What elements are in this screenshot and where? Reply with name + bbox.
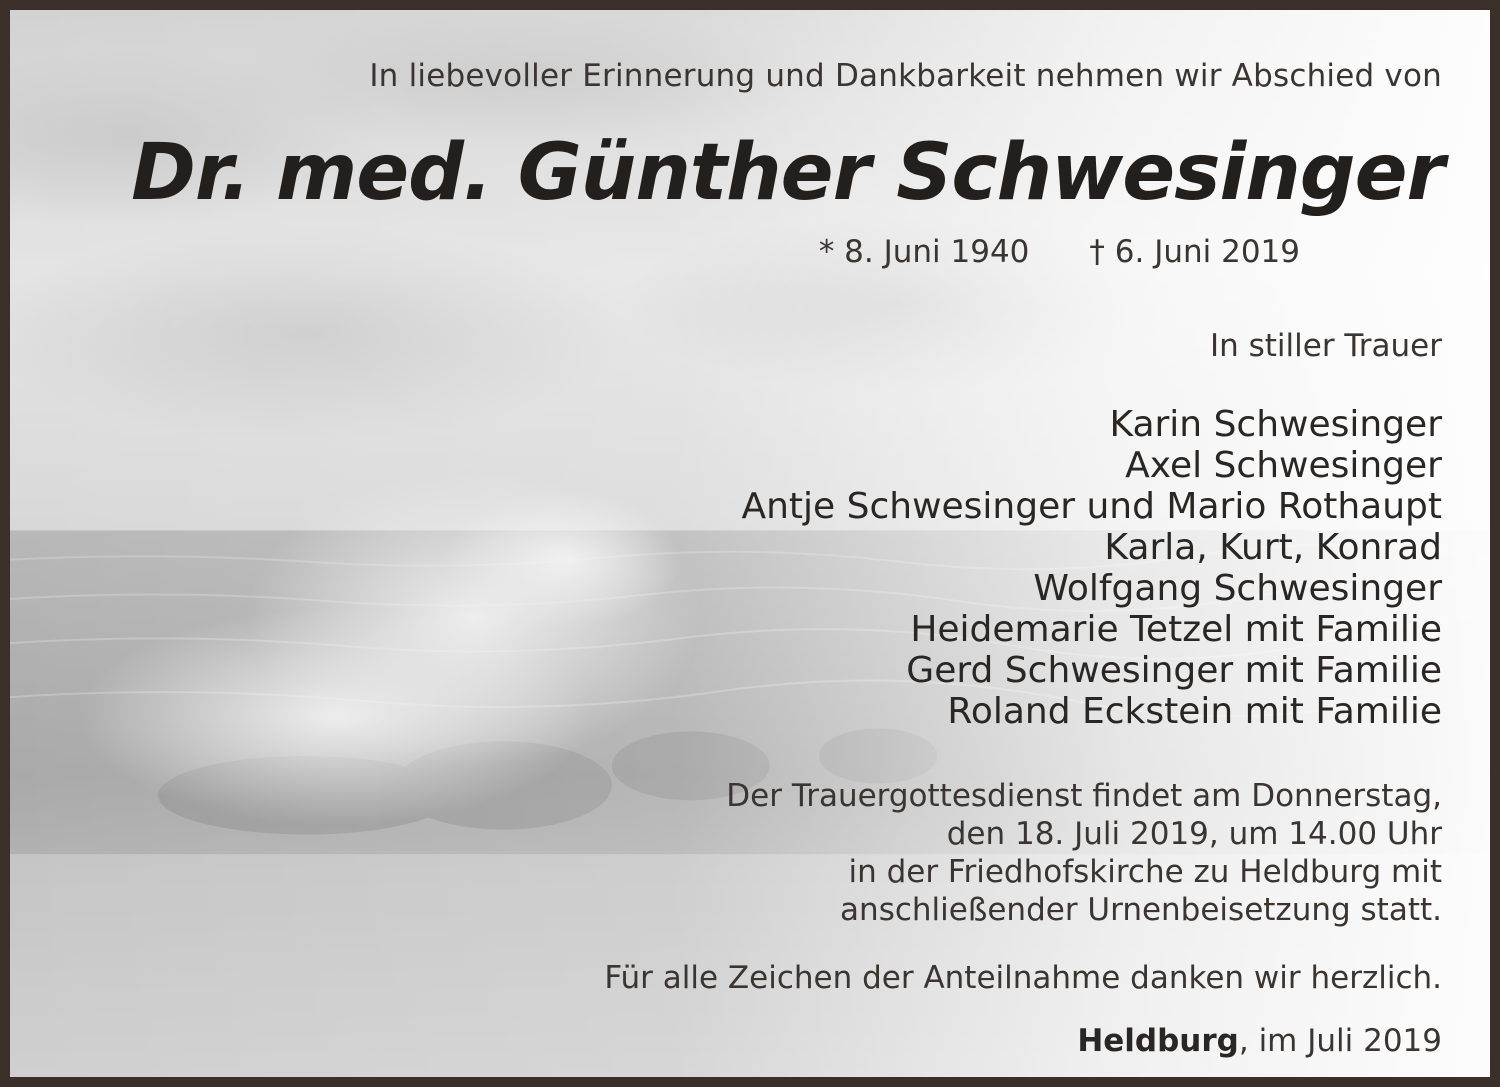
thanks-text: Für alle Zeichen der Anteilnahme danken wir herzlich. <box>604 960 1442 996</box>
place-date-text: , im Juli 2019 <box>1238 1023 1442 1059</box>
service-line: Der Trauergottesdienst findet am Donnerstag, <box>726 778 1442 814</box>
service-line: in der Friedhofskirche zu Heldburg mit <box>848 854 1442 890</box>
service-line: den 18. Juli 2019, um 14.00 Uhr <box>946 816 1442 852</box>
place-date <box>1077 1023 1442 1059</box>
mourner-item: Roland Eckstein mit Familie <box>947 691 1442 732</box>
intro-text: In liebevoller Erinnerung und Dankbarkeit nehmen wir Abschied von <box>369 58 1442 94</box>
deceased-name: Dr. med. Günther Schwesinger <box>131 128 1444 218</box>
mourners-list <box>741 404 1442 732</box>
death-date: † 6. Juni 2019 <box>1089 234 1300 270</box>
grief-line: In stiller Trauer <box>1209 328 1442 364</box>
birth-date: * 8. Juni 1940 <box>818 234 1030 270</box>
life-dates <box>819 234 1300 270</box>
mourner-item: Karla, Kurt, Konrad <box>1104 527 1442 568</box>
mourner-item: Heidemarie Tetzel mit Familie <box>910 609 1442 650</box>
place-town: Heldburg <box>1077 1023 1239 1059</box>
service-line: anschließender Urnenbeisetzung statt. <box>840 892 1442 928</box>
mourner-item: Wolfgang Schwesinger <box>1033 568 1442 609</box>
service-announcement <box>726 777 1442 929</box>
mourner-item: Karin Schwesinger <box>1109 404 1442 445</box>
mourner-item: Gerd Schwesinger mit Familie <box>906 650 1442 691</box>
mourner-item: Antje Schwesinger und Mario Rothaupt <box>741 486 1442 527</box>
mourner-item: Axel Schwesinger <box>1125 445 1442 486</box>
